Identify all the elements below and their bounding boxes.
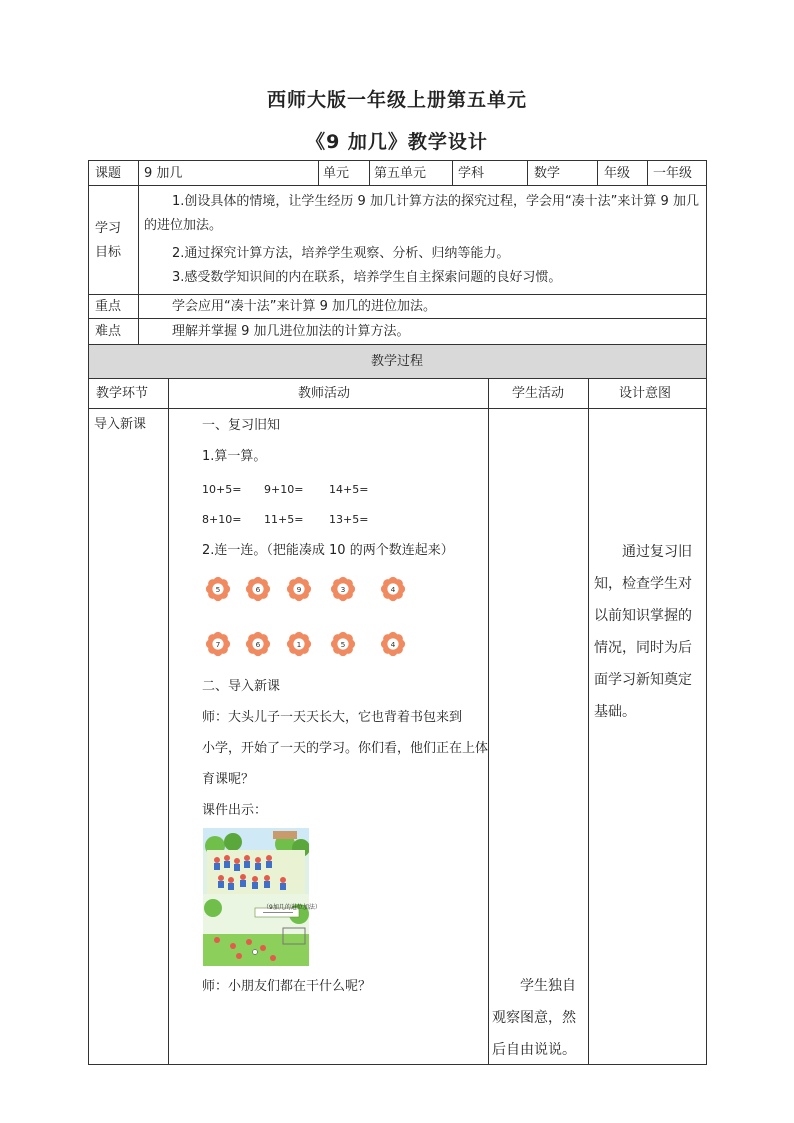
- flower-icon: [245, 631, 271, 657]
- flower-number: 7: [215, 639, 221, 649]
- flower-icon: [205, 576, 231, 602]
- difficulty-label: 难点: [95, 324, 122, 339]
- subject-value: 数学: [534, 166, 561, 181]
- flower-number: 5: [340, 639, 346, 649]
- goal-item-2: 2.通过探究计算方法，培养学生观察、分析、归纳等能力。: [172, 246, 510, 261]
- flower-number: 4: [390, 639, 396, 649]
- flower-number: 6: [255, 584, 261, 594]
- equation: 9+10=: [264, 483, 304, 496]
- student-activity: 学生独自观察图意，然后自由说说。: [492, 978, 576, 1058]
- column-intent: 设计意图: [619, 386, 672, 401]
- section-intro: 二、导入新课: [202, 679, 281, 694]
- unit-value: 第五单元: [374, 166, 427, 181]
- process-header: 教学过程: [370, 354, 423, 369]
- flower-icon: [330, 631, 356, 657]
- equation: 13+5=: [329, 513, 369, 526]
- document-subtitle: 《9 加几》教学设计: [306, 131, 488, 153]
- flower-number: 6: [255, 639, 261, 649]
- goals-label-2: 目标: [95, 245, 122, 260]
- intro-para-line-1: 师：大头儿子一天天长大，它也背着书包来到: [202, 710, 463, 725]
- flower-icon: [330, 576, 356, 602]
- flower-icon: [380, 631, 406, 657]
- difficulty-text: 理解并掌握 9 加几进位加法的计算方法。: [172, 324, 410, 339]
- step-calc: 1.算一算。: [202, 449, 267, 464]
- courseware-illustration: [203, 828, 309, 966]
- courseware-label: 课件出示：: [202, 803, 268, 818]
- equation: 8+10=: [202, 513, 242, 526]
- grade-label: 年级: [604, 166, 631, 181]
- equation: 14+5=: [329, 483, 369, 496]
- key-point-text: 学会应用“凑十法”来计算 9 加几的进位加法。: [172, 299, 437, 314]
- topic-value: 9 加几: [144, 166, 183, 181]
- flower-icon: [286, 631, 312, 657]
- key-point-label: 重点: [95, 299, 122, 314]
- equation: 10+5=: [202, 483, 242, 496]
- flower-number: 9: [296, 584, 302, 594]
- flower-number: 3: [340, 584, 346, 594]
- illustration-sign-text: （9加几的进位加法）: [263, 904, 321, 911]
- document-title: 西师大版一年级上册第五单元: [266, 89, 527, 111]
- goal-item-1: 1.创设具体的情境，让学生经历 9 加几计算方法的探究过程，学会用“凑十法”来计算 9 加几的进位加法。: [144, 194, 699, 233]
- column-student: 学生活动: [512, 386, 565, 401]
- question-text: 师：小朋友们都在干什么呢？: [202, 979, 372, 994]
- flower-icon: [380, 576, 406, 602]
- flower-icon: [245, 576, 271, 602]
- section-review: 一、复习旧知: [202, 418, 281, 433]
- flower-number: 5: [215, 584, 221, 594]
- equation: 11+5=: [264, 513, 304, 526]
- design-intent: 通过复习旧知，检查学生对以前知识掌握的情况，同时为后面学习新知奠定基础。: [594, 544, 692, 720]
- intro-para-line-2: 小学，开始了一天的学习。你们看，他们正在上体: [202, 741, 489, 756]
- unit-label: 单元: [323, 166, 350, 181]
- stage-label: 导入新课: [94, 417, 147, 432]
- intro-para-line-3: 育课呢？: [202, 772, 255, 787]
- flower-icon: [286, 576, 312, 602]
- column-stage: 教学环节: [96, 386, 149, 401]
- flower-number: 1: [296, 639, 302, 649]
- goal-item-3: 3.感受数学知识间的内在联系，培养学生自主探索问题的良好习惯。: [172, 270, 562, 285]
- topic-label: 课题: [95, 166, 122, 181]
- subject-label: 学科: [458, 166, 485, 181]
- goals-label-1: 学习: [95, 221, 122, 236]
- flower-number: 4: [390, 584, 396, 594]
- grade-value: 一年级: [653, 166, 693, 181]
- step-connect: 2.连一连。（把能凑成 10 的两个数连起来）: [202, 543, 454, 558]
- flower-icon: [205, 631, 231, 657]
- column-teacher: 教师活动: [298, 386, 351, 401]
